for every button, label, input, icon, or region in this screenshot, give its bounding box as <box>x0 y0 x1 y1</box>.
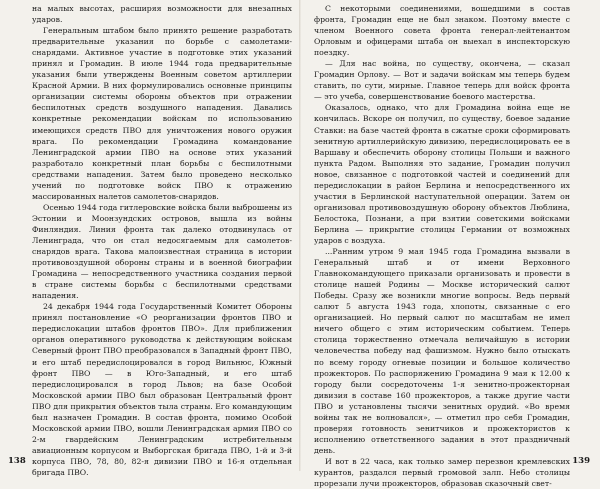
left-page <box>0 0 300 477</box>
page-number-left: 138 <box>8 456 26 466</box>
right-paragraph-1: С некоторыми соединениями, вошедшими в состав фронта, Громадин еще не был знаком. Поэтому вместе с членом Военного совета фронта генерал-лейтенантом Орловым и офицерами штаба он выехал в инспекторскую поездку. <box>314 4 570 58</box>
left-paragraph-3: Осенью 1944 года гитлеровские войска были выброшены из Эстонии и Моонзундских островов, вышла из войны Финляндия. Линия фронта так далеко отодвинулась от Ленинграда, что он стал недосягаемым для самолетов-снарядов врага. Такова малоизвестная страница в истории противовоздушной обороны страны и в военной биографии Громадина — непосредственного участника создания первой в стране системы борьбы с беспилотными средствами нападения. <box>32 202 292 301</box>
left-paragraph-4: 24 декабря 1944 года Государственный Комитет Обороны принял постановление «О реорганизации фронтов ПВО и передислокации штабов фронтов ПВО». Для приближения органов оперативного руководства к действующим войскам Северный фронт ПВО преобразовался в Западный фронт ПВО, и его штаб передислоцировался в город Вильнюс, Южный фронт ПВО — в Юго-Западный, и его штаб передислоцировался в город Львов; на базе Особой Московской армии ПВО был образован Центральный фронт ПВО для прикрытия объектов тыла страны. Его командующим был назначен Громадин. В состав фронта, помимо Особой Московской армии ПВО, вошли Ленинградская армия ПВО со 2-м гвардейским Ленинградским истребительным авиационным корпусом и Выборгская бригада ПВО, 1-й и 3-й корпуса ПВО, 78, 80, 82-я дивизии ПВО и 16-я отдельная бригада ПВО. <box>32 302 292 477</box>
right-page <box>300 0 600 489</box>
left-paragraph-1: на малых высотах, расширяя возможности для внезапных ударов. <box>32 4 292 25</box>
right-page-text <box>314 3 570 489</box>
page-number-right: 139 <box>572 456 590 466</box>
left-page-text <box>32 3 292 478</box>
left-paragraph-2: Генеральным штабом было принято решение разработать предварительные указания по борьбе с самолетами-снарядами. Активное участие в подготовке этих указаний принял и Громадин. В июле 1944 года предварительные указания были утверждены Военным советом артиллерии Красной Армии. В них формулировались основные принципы организации системы обороны объектов при отражении беспилотных средств воздушного нападения. Давались конкретные рекомендации войскам по использованию имеющихся средств ПВО для уничтожения нового оружия врага. По рекомендации Громадина командование Ленинградской армии ПВО на основе этих указаний разработало конкретный план борьбы с беспилотными средствами нападения. Затем было проведено несколько учений по подготовке войск ПВО к отражению массированных налетов самолетов-снарядов. <box>32 26 292 201</box>
right-paragraph-2: — Для нас война, по существу, окончена, — сказал Громадин Орлову. — Вот и задачи войскам мы теперь будем ставить, по сути, мирные. Главное теперь для войск фронта — это учеба, совершенствование боевого мастерства. <box>314 59 570 102</box>
right-paragraph-5: И вот в 22 часа, как только замер перезвон кремлевских курантов, раздался первый громовой залп. Небо столицы прорезали лучи прожекторов, образовав сказочный свет- <box>314 456 570 489</box>
right-paragraph-4: ...Ранним утром 9 мая 1945 года Громадина вызвали в Генеральный штаб и от имени Верховного Главнокомандующего приказали организовать и провести в столице нашей Родины — Москве исторический салют Победы. Сразу же возникли многие вопросы. Ведь первый салют 5 августа 1943 года, хлопоты, связанные с его организацией. Но первый салют по масштабам не имел ничего общего с этим историческим событием. Теперь столица торжественно отмечала величайшую в истории человечества победу над фашизмом. Нужно было отыскать по всему городу огневые позиции и большое количество прожекторов. По распоряжению Громадина 9 мая к 12.00 к городу были сосредоточены 1-я зенитно-прожекторная дивизия в составе 160 прожекторов, а также другие части ПВО и установлены тысячи зенитных орудий. «Во время войны так не волновался», — отметил про себя Громадин, проверяя готовность зенитчиков и прожектористов к исполнению ответственного задания в этот праздничный день. <box>314 247 570 455</box>
right-paragraph-3: Оказалось, однако, что для Громадина война еще не кончилась. Вскоре он получил, по существу, боевое задание Ставки: на базе частей фронта в сжатые сроки сформировать зенитную артиллерийскую дивизию, передислоцировать ее в Варшаву и обеспечить оборону столицы Польши и важного пункта Радом. Выполняя это задание, Громадин получил новое, связанное с подготовкой частей и соединений для передислокации в район Берлина и непосредственного их участия в Берлинской наступательной операции. Затем он организовал противовоздушную оборону объектов Люблина, Белостока, Познани, а при взятии советскими войсками Берлина — прикрытие столицы Германии от возможных ударов с воздуха. <box>314 103 570 245</box>
